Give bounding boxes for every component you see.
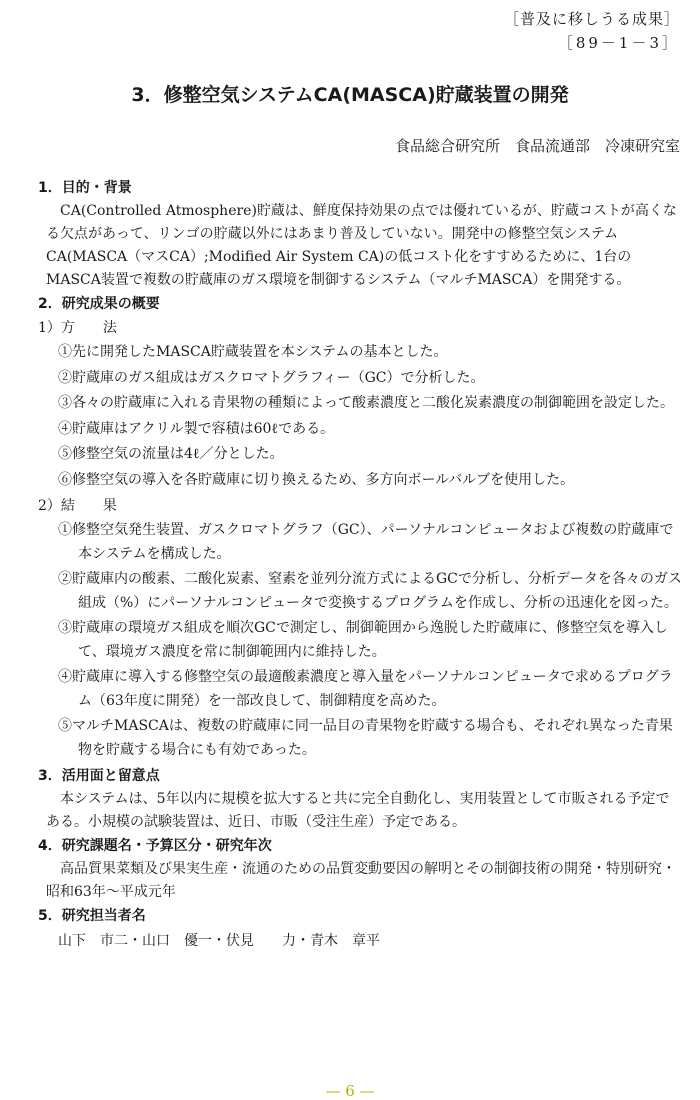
result-item: ①修整空気発生装置、ガスクロマトグラフ（GC）、パーソナルコンピュータおよび複数の貯蔵庫で本システムを構成した。 bbox=[58, 522, 674, 562]
method-item: ⑥修整空気の導入を各貯蔵庫に切り換えるため、多方向ボールバルブを使用した。 bbox=[58, 471, 575, 488]
result-item: ⑤マルチMASCAは、複数の貯蔵庫に同一品目の青果物を貯蔵する場合も、それぞれ異なった青果物を貯蔵する場合にも有効であった。 bbox=[58, 718, 673, 758]
section-4-body: 高品質果菜類及び果実生産・流通のための品質変動要因の解明とその制御技術の開発・特別研究・昭和63年～平成元年 bbox=[46, 861, 676, 900]
page-title: 3．修整空気システムCA(MASCA)貯蔵装置の開発 bbox=[131, 84, 569, 106]
method-list bbox=[38, 341, 682, 492]
method-item: ④貯蔵庫はアクリル製で容積は60ℓである。 bbox=[58, 420, 335, 437]
section-1-body: CA(Controlled Atmosphere)貯蔵は、鮮度保持効果の点では優れているが、貯蔵コストが高くなる欠点があって、リンゴの貯蔵以外にはあまり普及していない。開発中の修整空気システムCA(MASCA（マスCA）;Modified Air System CA)の低コスト化をすすめるために、1台のMASCA装置で複数の貯蔵庫のガス環境を制御するシステム（マルチMASCA）を開発する。 bbox=[46, 203, 677, 288]
section-3-heading: 3．活用面と留意点 bbox=[38, 768, 160, 784]
page-number: — 6 — bbox=[325, 1082, 375, 1100]
section-1-heading: 1．目的・背景 bbox=[38, 180, 132, 196]
method-item: ③各々の貯蔵庫に入れる青果物の種類によって酸素濃度と二酸化炭素濃度の制御範囲を設定した。 bbox=[58, 395, 674, 411]
section-3-body: 本システムは、5年以内に規模を拡大すると共に完全自動化し、実用装置として市販される予定である。小規模の試験装置は、近日、市販（受注生産）予定である。 bbox=[46, 791, 670, 830]
researcher-names: 山下 市二・山口 優一・伏見 力・青木 章平 bbox=[58, 933, 380, 949]
section-5-heading: 5．研究担当者名 bbox=[38, 908, 146, 924]
result-list bbox=[38, 519, 682, 762]
result-item: ③貯蔵庫の環境ガス組成を順次GCで測定し、制御範囲から逸脱した貯蔵庫に、修整空気を導入して、環境ガス濃度を常に制御範囲内に維持した。 bbox=[58, 620, 668, 660]
method-heading: 1）方 法 bbox=[38, 320, 117, 336]
method-item: ①先に開発したMASCA貯蔵装置を本システムの基本とした。 bbox=[58, 344, 448, 360]
publication-tag: ［普及に移しうる成果］ bbox=[503, 10, 680, 28]
result-item: ④貯蔵庫に導入する修整空気の最適酸素濃度と導入量をパーソナルコンピュータで求めるプログラム（63年度に開発）を一部改良して、制御精度を高めた。 bbox=[58, 669, 673, 709]
document-body bbox=[38, 176, 682, 954]
method-item: ⑤修整空気の流量は4ℓ／分とした。 bbox=[58, 446, 284, 462]
affiliation: 食品総合研究所 食品流通部 冷凍研究室 bbox=[394, 137, 680, 155]
section-2-heading: 2．研究成果の概要 bbox=[38, 296, 160, 312]
result-item: ②貯蔵庫内の酸素、二酸化炭素、窒素を並列分流方式によるGCで分析し、分析データを各々のガス組成（%）にパーソナルコンピュータで変換するプログラムを作成し、分析の迅速化を図った。 bbox=[58, 571, 682, 611]
result-heading: 2）結 果 bbox=[38, 498, 117, 514]
section-4-heading: 4．研究課題名・予算区分・研究年次 bbox=[38, 838, 272, 854]
report-number: ［89－1－3］ bbox=[557, 34, 680, 52]
method-item: ②貯蔵庫のガス組成はガスクロマトグラフィー（GC）で分析した。 bbox=[58, 369, 485, 386]
